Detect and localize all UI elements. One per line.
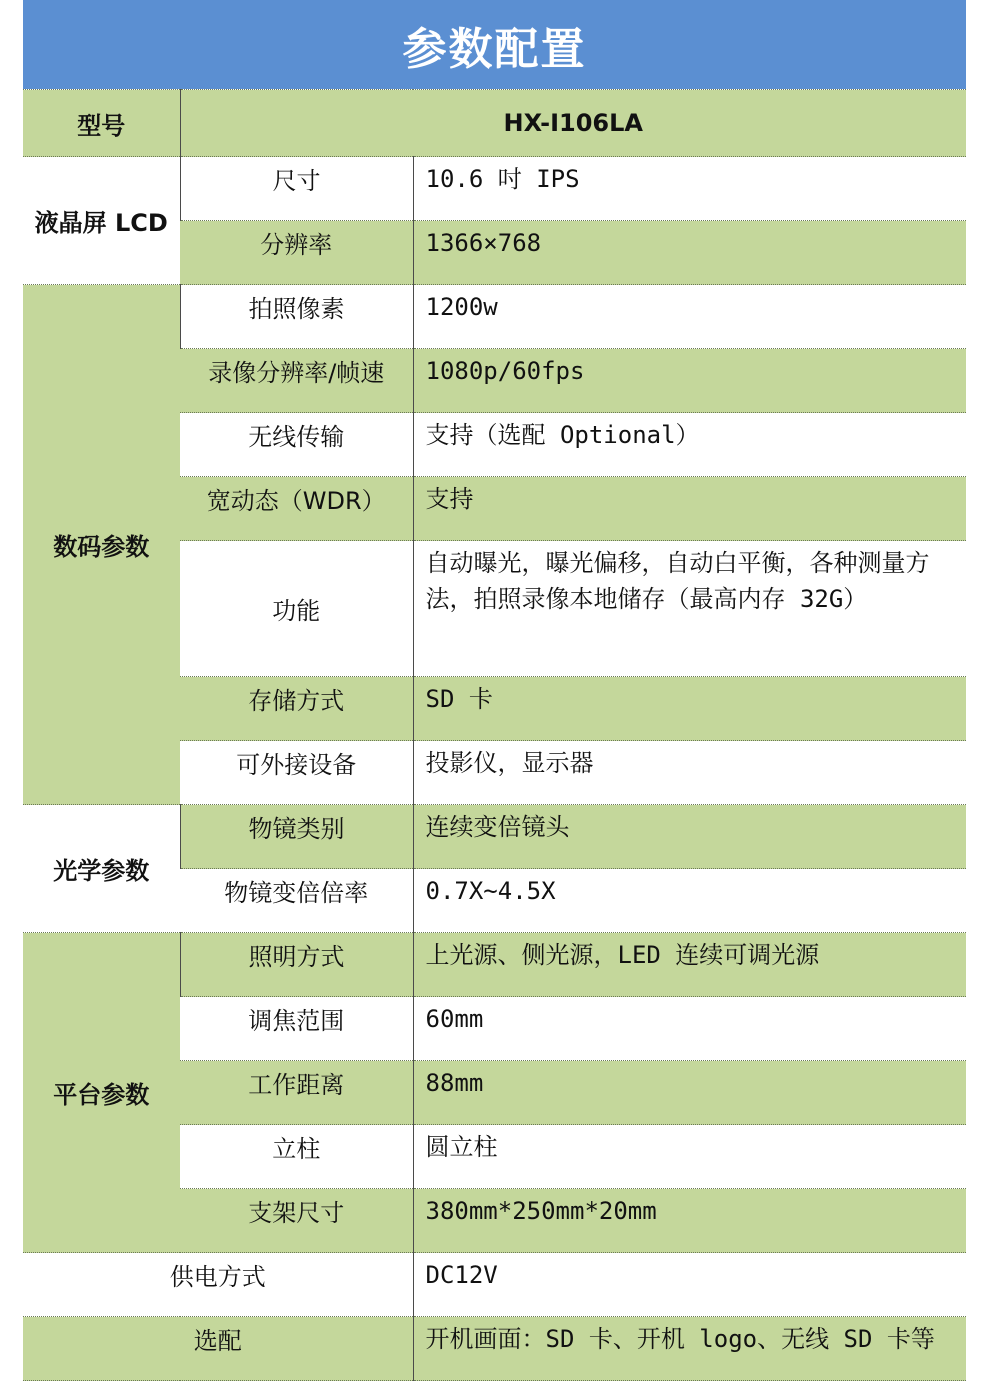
spec-key: 工作距离 — [180, 1061, 413, 1125]
spec-value: 1366×768 — [413, 221, 966, 285]
spec-value: 380mm*250mm*20mm — [413, 1189, 966, 1253]
spec-value: 支持 — [413, 477, 966, 541]
table-row — [23, 1317, 966, 1381]
spec-key: 尺寸 — [180, 157, 413, 221]
spec-key: 录像分辨率/帧速 — [180, 349, 413, 413]
spec-value: 自动曝光，曝光偏移，自动白平衡，各种测量方法，拍照录像本地储存（最高内存 32G） — [413, 541, 966, 677]
category-optical: 光学参数 — [23, 805, 180, 933]
category-lcd: 液晶屏 LCD — [23, 157, 180, 285]
table-row — [23, 805, 966, 869]
spec-key: 宽动态（WDR） — [180, 477, 413, 541]
spec-key-power: 供电方式 — [23, 1253, 413, 1317]
spec-value: 投影仪，显示器 — [413, 741, 966, 805]
model-label: 型号 — [23, 90, 180, 157]
spec-value: 圆立柱 — [413, 1125, 966, 1189]
spec-table — [23, 89, 966, 1381]
category-platform: 平台参数 — [23, 933, 180, 1253]
table-row — [23, 1253, 966, 1317]
spec-value: 0.7X~4.5X — [413, 869, 966, 933]
spec-value: 1080p/60fps — [413, 349, 966, 413]
table-row — [23, 285, 966, 349]
spec-value: 60mm — [413, 997, 966, 1061]
spec-key: 功能 — [180, 541, 413, 677]
spec-key: 调焦范围 — [180, 997, 413, 1061]
spec-key: 可外接设备 — [180, 741, 413, 805]
spec-key: 照明方式 — [180, 933, 413, 997]
table-row — [23, 157, 966, 221]
spec-key: 物镜类别 — [180, 805, 413, 869]
spec-key: 拍照像素 — [180, 285, 413, 349]
spec-key: 存储方式 — [180, 677, 413, 741]
model-row — [23, 90, 966, 157]
spec-value: 1200w — [413, 285, 966, 349]
spec-value-power: DC12V — [413, 1253, 966, 1317]
model-value: HX-I106LA — [180, 90, 966, 157]
spec-key: 立柱 — [180, 1125, 413, 1189]
spec-value: 88mm — [413, 1061, 966, 1125]
spec-value: 连续变倍镜头 — [413, 805, 966, 869]
spec-key: 物镜变倍倍率 — [180, 869, 413, 933]
category-digital: 数码参数 — [23, 285, 180, 805]
spec-key: 支架尺寸 — [180, 1189, 413, 1253]
page-title: 参数配置 — [23, 0, 966, 89]
spec-key: 分辨率 — [180, 221, 413, 285]
spec-value: 支持（选配 Optional） — [413, 413, 966, 477]
spec-value: 上光源、侧光源，LED 连续可调光源 — [413, 933, 966, 997]
spec-key: 无线传输 — [180, 413, 413, 477]
spec-key-options: 选配 — [23, 1317, 413, 1381]
spec-value: 10.6 吋 IPS — [413, 157, 966, 221]
table-row — [23, 933, 966, 997]
spec-value-options: 开机画面：SD 卡、开机 logo、无线 SD 卡等 — [413, 1317, 966, 1381]
spec-value: SD 卡 — [413, 677, 966, 741]
